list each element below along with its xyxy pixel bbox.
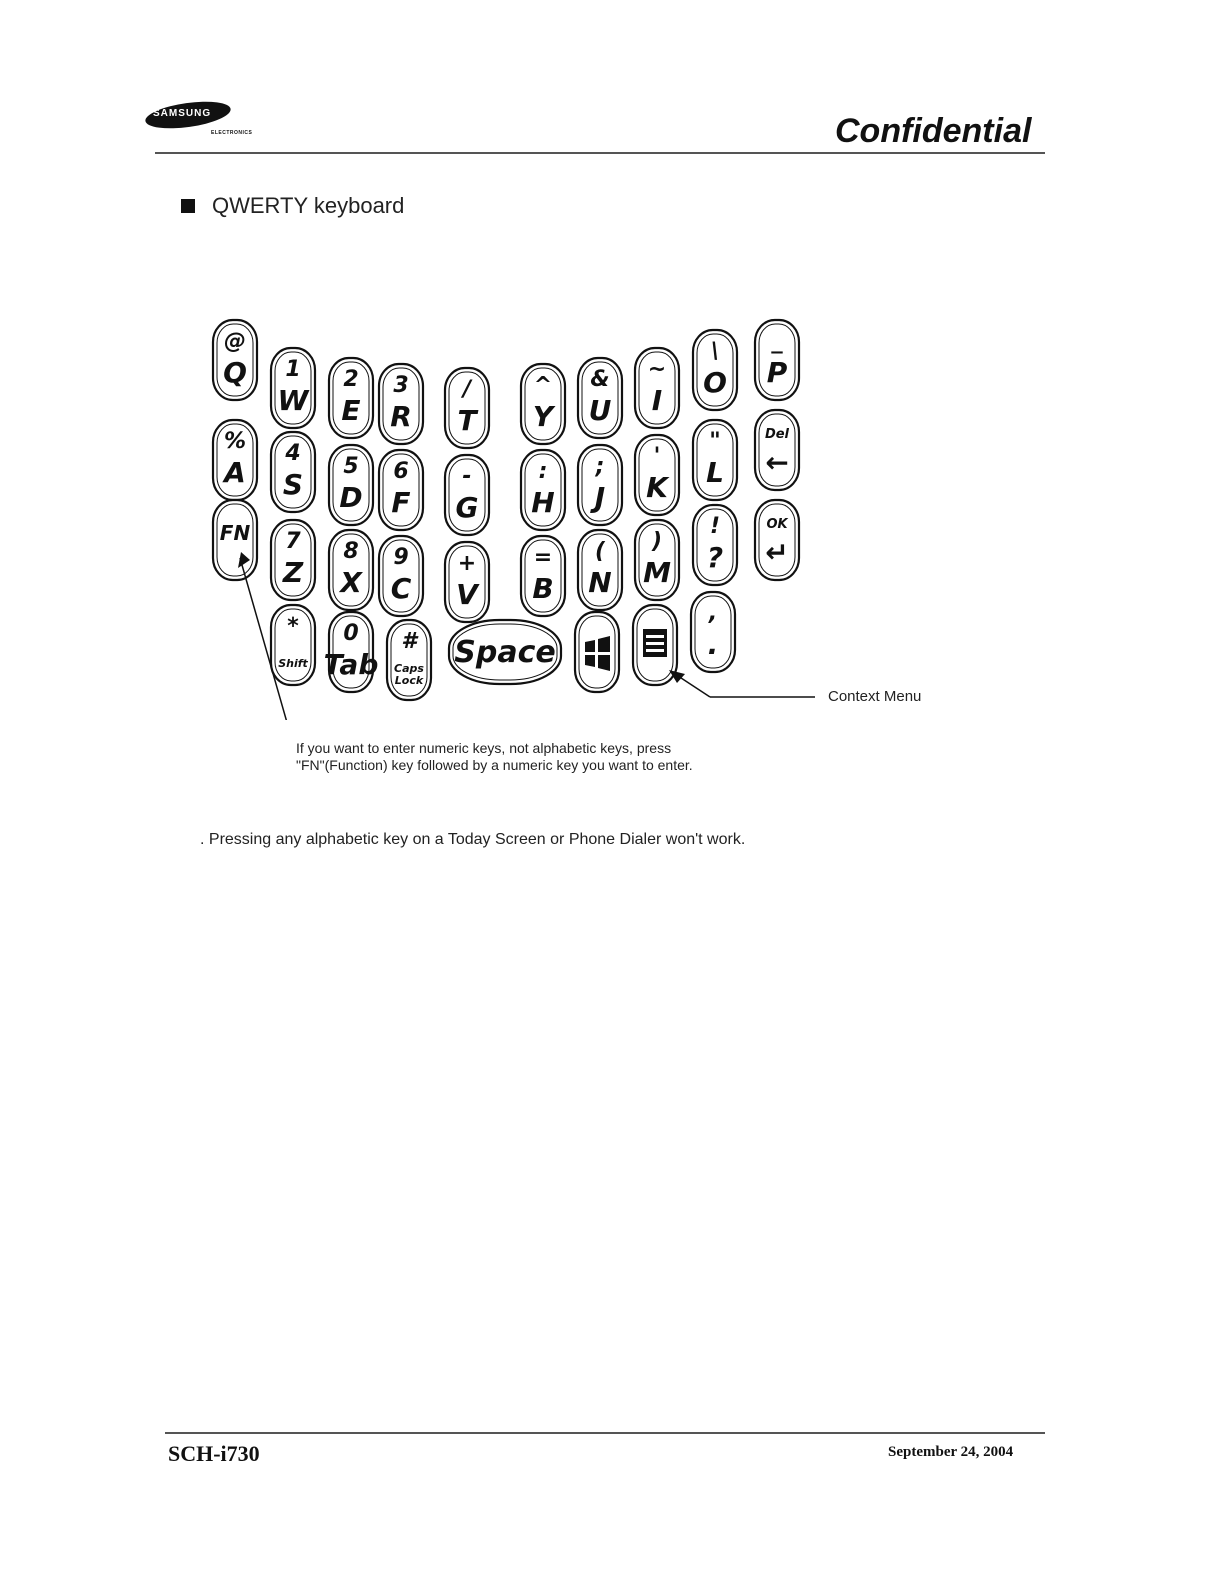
key-y-label: Y <box>532 400 554 433</box>
key-question <box>693 505 737 585</box>
key-fn <box>213 500 257 580</box>
key-a-secondary: % <box>223 429 247 454</box>
key-e-label: E <box>341 394 361 427</box>
key-d-secondary: 5 <box>343 454 359 479</box>
key-c-label: C <box>390 572 412 605</box>
key-k-secondary: ' <box>653 444 661 469</box>
key-f-label: F <box>391 486 411 519</box>
key-g-label: G <box>455 491 479 524</box>
key-j <box>578 445 622 525</box>
key-space-label: Space <box>454 635 556 670</box>
key-u <box>578 358 622 438</box>
key-h <box>521 450 565 530</box>
alphabetic-key-note: . Pressing any alphabetic key on a Today Screen or Phone Dialer won't work. <box>200 831 746 848</box>
key-a-label: A <box>224 456 246 489</box>
key-t-secondary: / <box>462 377 472 402</box>
key-t-label: T <box>457 404 477 437</box>
key-o <box>693 330 737 410</box>
key-b <box>521 536 565 616</box>
key-g <box>445 455 489 535</box>
section-heading: QWERTY keyboard <box>212 193 405 218</box>
key-z-label: Z <box>282 556 304 589</box>
key-w <box>271 348 315 428</box>
model-number: SCH-i730 <box>168 1441 260 1466</box>
key-s-secondary: 4 <box>285 441 301 466</box>
key-n <box>578 530 622 610</box>
key-caps-label-caps: Caps <box>394 662 424 675</box>
key-v-label: V <box>456 578 478 611</box>
key-n-label: N <box>588 566 612 599</box>
key-w-label: W <box>277 384 309 417</box>
key-x <box>329 530 373 610</box>
square-bullet-icon <box>181 199 195 213</box>
key-u-secondary: & <box>590 367 610 392</box>
key-j-label: J <box>594 481 606 514</box>
key-k <box>635 435 679 515</box>
key-del <box>755 410 799 490</box>
key-ok <box>755 500 799 580</box>
key-period-secondary: , <box>708 601 718 626</box>
key-g-secondary: - <box>462 464 472 489</box>
header-divider <box>155 152 1045 154</box>
key-y-secondary: ^ <box>533 373 553 398</box>
fn-note-line-2: "FN"(Function) key followed by a numeric key you want to enter. <box>296 757 693 773</box>
key-o-secondary: \ <box>710 339 720 364</box>
key-l <box>693 420 737 500</box>
key-start <box>575 612 619 692</box>
key-shift-secondary: * <box>287 614 299 639</box>
key-caps-secondary: # <box>401 629 417 654</box>
key-f-secondary: 6 <box>393 459 409 484</box>
samsung-logo <box>145 103 285 139</box>
key-r <box>379 364 423 444</box>
key-caps <box>387 620 431 700</box>
key-o-label: O <box>703 366 727 399</box>
key-f <box>379 450 423 530</box>
key-h-secondary: : <box>538 459 548 484</box>
context-menu-label: Context Menu <box>828 688 922 705</box>
key-y <box>521 364 565 444</box>
key-n-secondary: ( <box>594 539 606 564</box>
key-ok-secondary: OK <box>766 517 788 532</box>
key-h-label: H <box>531 486 555 519</box>
logo-text: SAMSUNG <box>153 108 212 119</box>
key-q <box>213 320 257 400</box>
key-d <box>329 445 373 525</box>
key-tab-label: Tab <box>323 648 379 681</box>
key-space <box>449 620 561 684</box>
key-q-secondary: @ <box>224 329 246 354</box>
document-date: September 24, 2004 <box>888 1444 1014 1460</box>
key-z <box>271 520 315 600</box>
key-del-label: ← <box>765 446 789 479</box>
key-i-label: I <box>651 384 663 417</box>
key-c-secondary: 9 <box>393 545 409 570</box>
key-t <box>445 368 489 448</box>
key-shift <box>271 605 315 685</box>
key-u-label: U <box>588 394 612 427</box>
key-r-label: R <box>390 400 412 433</box>
key-a <box>213 420 257 500</box>
key-e-secondary: 2 <box>343 367 359 392</box>
key-w-secondary: 1 <box>285 357 301 382</box>
key-l-label: L <box>706 456 724 489</box>
key-m <box>635 520 679 600</box>
key-fn-label: FN <box>219 521 251 545</box>
confidential-label: Confidential <box>835 112 1032 150</box>
key-r-secondary: 3 <box>393 373 409 398</box>
key-ok-label: ↵ <box>765 536 789 569</box>
key-m-label: M <box>643 556 671 589</box>
key-e <box>329 358 373 438</box>
key-menu <box>633 605 677 685</box>
fn-key-note <box>296 740 693 774</box>
key-period-label: . <box>707 628 719 661</box>
key-v <box>445 542 489 622</box>
key-q-label: Q <box>223 356 247 389</box>
fn-note-line-1: If you want to enter numeric keys, not alphabetic keys, press <box>296 740 672 756</box>
key-x-secondary: 8 <box>343 539 359 564</box>
key-s <box>271 432 315 512</box>
key-k-label: K <box>646 471 668 504</box>
key-p-label: P <box>766 356 788 389</box>
key-question-secondary: ! <box>709 514 721 539</box>
key-s-label: S <box>282 468 304 501</box>
key-i <box>635 348 679 428</box>
key-i-secondary: ~ <box>647 357 667 382</box>
key-d-label: D <box>339 481 363 514</box>
key-x-label: X <box>340 566 362 599</box>
key-b-label: B <box>532 572 554 605</box>
key-p-secondary: _ <box>771 329 783 354</box>
key-m-secondary: ) <box>651 529 663 554</box>
key-j-secondary: ; <box>595 454 605 479</box>
key-tab <box>324 612 379 692</box>
key-tab-secondary: 0 <box>343 621 359 646</box>
keyboard-keys <box>213 320 799 700</box>
footer-divider <box>165 1432 1045 1434</box>
key-l-secondary: " <box>709 429 721 454</box>
logo-subtext: ELECTRONICS <box>211 130 253 136</box>
key-shift-label: Shift <box>278 657 308 670</box>
key-c <box>379 536 423 616</box>
key-del-secondary: Del <box>764 427 790 442</box>
key-z-secondary: 7 <box>285 529 301 554</box>
key-caps-label-lock: Lock <box>394 674 424 687</box>
key-b-secondary: = <box>533 545 553 570</box>
key-period <box>691 592 735 672</box>
key-v-secondary: + <box>457 551 477 576</box>
key-p <box>755 320 799 400</box>
context-menu-icon <box>643 629 667 657</box>
qwerty-keyboard-diagram <box>205 290 815 720</box>
key-question-label: ? <box>706 541 724 574</box>
